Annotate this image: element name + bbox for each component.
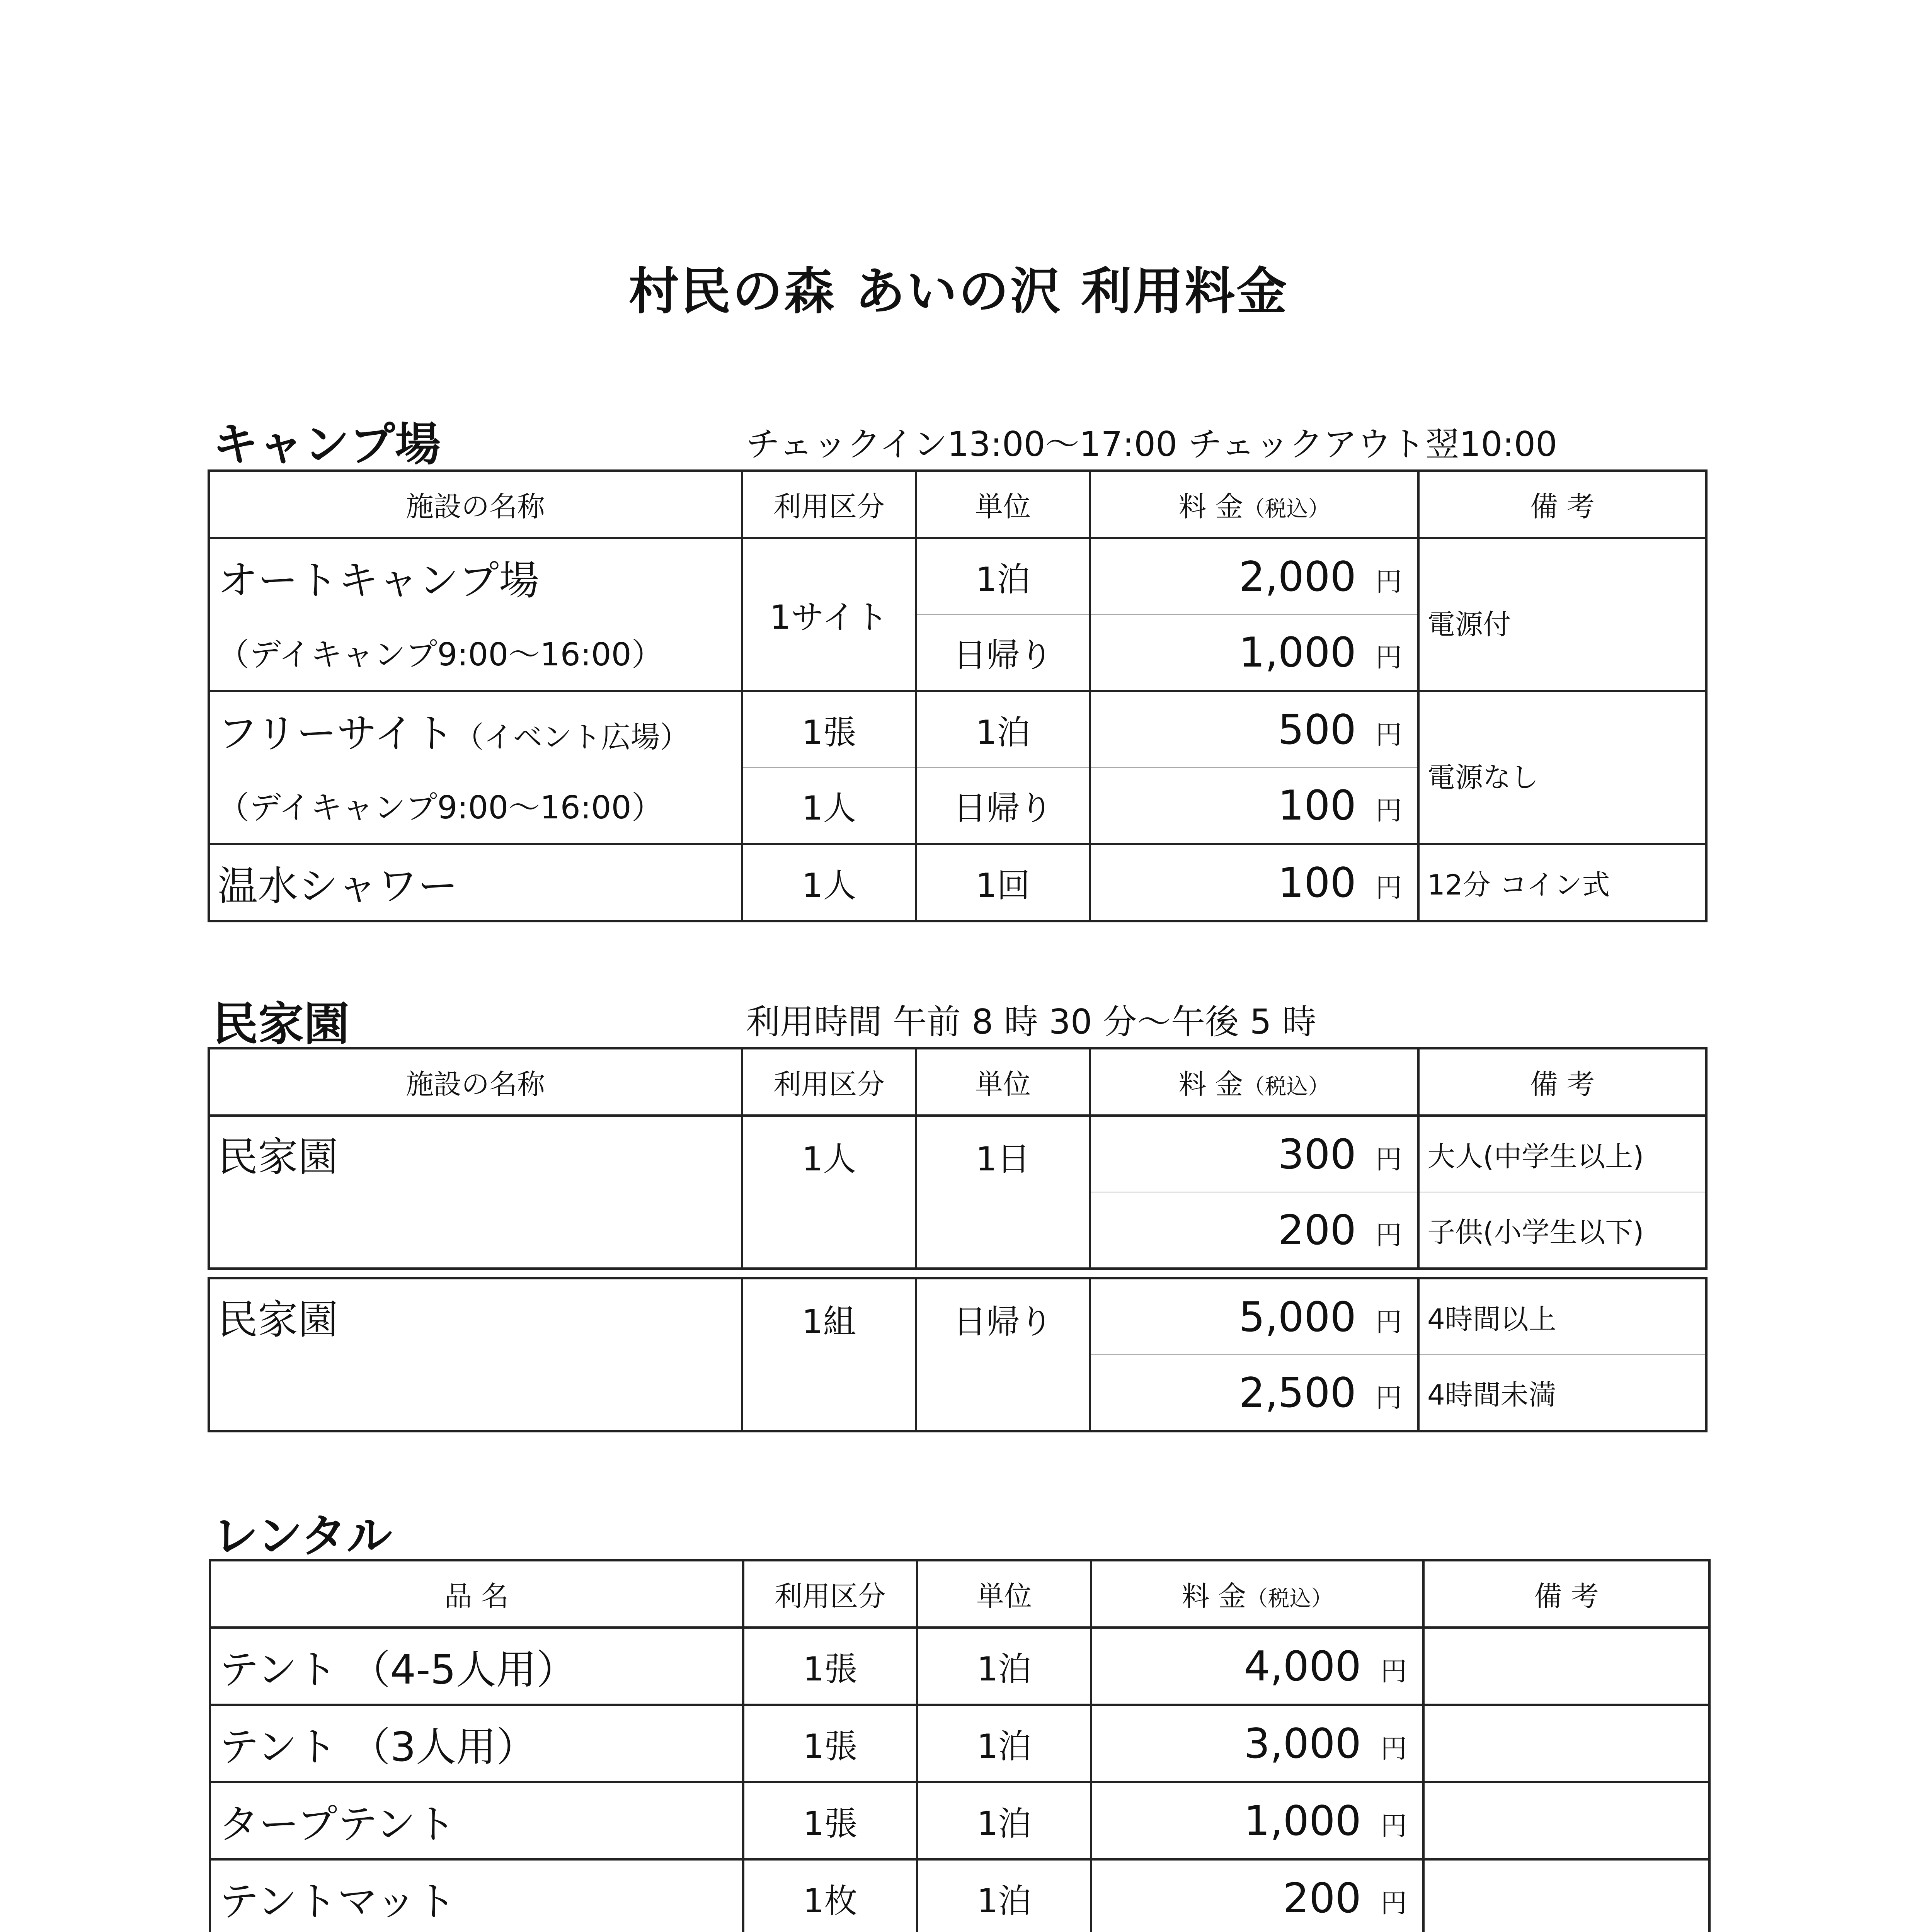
facility-name: オートキャンプ場: [209, 538, 742, 614]
unit-cell: 1泊: [917, 1782, 1091, 1859]
price-cell: [1090, 1278, 1418, 1355]
kubun-cell: 1張: [743, 1782, 917, 1859]
item-name: テントマット: [210, 1859, 743, 1932]
minka-section-title: 民家園: [213, 997, 350, 1051]
price-value: 2,000: [1239, 553, 1356, 600]
price-value: 1,000: [1244, 1797, 1361, 1845]
price-cell: [1090, 1355, 1418, 1431]
unit-cell: 1泊: [917, 1628, 1091, 1705]
remarks-cell: [1423, 1628, 1709, 1705]
table-header-row: [210, 1560, 1709, 1628]
price-value: 4,000: [1244, 1642, 1361, 1690]
facility-name: 温水シャワー: [209, 844, 742, 921]
yen-label: 円: [1375, 1307, 1402, 1338]
header-unit: 単位: [916, 471, 1090, 538]
remarks-cell: 4時間未満: [1418, 1355, 1706, 1431]
kubun-cell: 1人: [742, 1116, 916, 1269]
price-cell: [1091, 1705, 1423, 1782]
header-tax-label: （税込）: [1246, 1586, 1333, 1611]
price-cell: [1091, 1782, 1423, 1859]
yen-label: 円: [1375, 642, 1402, 673]
table-row: [209, 538, 1706, 614]
remarks-cell: 子供(小学生以下): [1418, 1192, 1706, 1269]
item-name: テント （3人用）: [210, 1705, 743, 1782]
table-row: [210, 1859, 1709, 1932]
facility-subnote: （デイキャンプ9:00～16:00）: [209, 767, 742, 844]
header-unit: 単位: [916, 1048, 1090, 1116]
page-title: 村民の森 あいの沢 利用料金: [628, 262, 1289, 321]
kubun-cell: 1人: [742, 767, 916, 844]
unit-cell: 1回: [916, 844, 1090, 921]
header-kubun: 利用区分: [742, 1048, 916, 1116]
table-row: [210, 1782, 1709, 1859]
price-cell: [1090, 691, 1418, 767]
price-cell: [1090, 767, 1418, 844]
price-value: 2,500: [1239, 1369, 1356, 1417]
kubun-cell: 1サイト: [742, 538, 916, 691]
table-row: [209, 1116, 1706, 1192]
remarks-cell: 12分 コイン式: [1418, 844, 1706, 921]
header-price: [1090, 471, 1418, 538]
kubun-cell: 1張: [743, 1705, 917, 1782]
camp-checkin-note: チェックイン13:00～17:00 チェックアウト翌10:00: [746, 424, 1558, 464]
facility-name-main: フリーサイト: [218, 709, 455, 757]
price-value: 200: [1283, 1874, 1361, 1922]
header-price: [1091, 1560, 1423, 1628]
kubun-cell: 1人: [742, 844, 916, 921]
kubun-cell: 1組: [742, 1278, 916, 1431]
item-name: タープテント: [210, 1782, 743, 1859]
header-price-label: 料 金: [1182, 1580, 1246, 1612]
facility-subnote: （デイキャンプ9:00～16:00）: [209, 614, 742, 691]
table-row: [210, 1705, 1709, 1782]
header-price: [1090, 1048, 1418, 1116]
unit-cell: 1日: [916, 1116, 1090, 1269]
price-cell: [1090, 538, 1418, 614]
rental-section-title: レンタル: [213, 1509, 392, 1563]
price-cell: [1090, 614, 1418, 691]
yen-label: 円: [1380, 1811, 1407, 1842]
unit-cell: 1泊: [917, 1859, 1091, 1932]
header-price-label: 料 金: [1178, 490, 1243, 523]
header-tax-label: （税込）: [1243, 1074, 1330, 1099]
facility-name-sub: （イベント広場）: [454, 719, 690, 754]
header-remarks: 備 考: [1418, 1048, 1706, 1116]
header-tax-label: （税込）: [1243, 497, 1330, 522]
unit-cell: 1泊: [916, 538, 1090, 614]
price-value: 5,000: [1239, 1293, 1356, 1341]
price-value: 300: [1278, 1130, 1356, 1178]
price-cell: [1090, 844, 1418, 921]
remarks-cell: 電源なし: [1418, 691, 1706, 844]
unit-cell: 1泊: [917, 1705, 1091, 1782]
price-cell: [1090, 1116, 1418, 1192]
kubun-cell: 1張: [742, 691, 916, 767]
header-remarks: 備 考: [1418, 471, 1706, 538]
price-cell: [1091, 1859, 1423, 1932]
yen-label: 円: [1380, 1733, 1407, 1764]
camp-fee-table: [208, 469, 1708, 922]
price-value: 500: [1278, 706, 1356, 753]
yen-label: 円: [1380, 1656, 1407, 1687]
yen-label: 円: [1375, 795, 1402, 826]
price-value: 3,000: [1244, 1719, 1361, 1767]
price-value: 100: [1278, 859, 1356, 906]
kubun-cell: 1張: [743, 1628, 917, 1705]
yen-label: 円: [1375, 1220, 1402, 1251]
facility-name: [209, 691, 742, 767]
facility-name: 民家園: [209, 1278, 742, 1431]
table-row: [209, 691, 1706, 767]
minka-group-fee-table: [208, 1277, 1708, 1432]
remarks-cell: [1423, 1705, 1709, 1782]
remarks-cell: 電源付: [1418, 538, 1706, 691]
header-unit: 単位: [917, 1560, 1091, 1628]
unit-cell: 日帰り: [916, 614, 1090, 691]
yen-label: 円: [1375, 872, 1402, 903]
header-kubun: 利用区分: [742, 471, 916, 538]
kubun-cell: 1枚: [743, 1859, 917, 1932]
price-cell: [1090, 1192, 1418, 1269]
table-row: [209, 1278, 1706, 1355]
header-item-name: 品 名: [210, 1560, 743, 1628]
item-name: テント （4-5人用）: [210, 1628, 743, 1705]
table-header-row: [209, 1048, 1706, 1116]
remarks-cell: [1423, 1859, 1709, 1932]
price-value: 200: [1278, 1206, 1356, 1254]
unit-cell: 日帰り: [916, 1278, 1090, 1431]
table-header-row: [209, 471, 1706, 538]
remarks-cell: [1423, 1782, 1709, 1859]
header-kubun: 利用区分: [743, 1560, 917, 1628]
header-facility: 施設の名称: [209, 1048, 742, 1116]
price-cell: [1091, 1628, 1423, 1705]
header-price-label: 料 金: [1178, 1068, 1243, 1100]
yen-label: 円: [1375, 1144, 1402, 1175]
rental-fee-table: [209, 1559, 1711, 1932]
table-row: [210, 1628, 1709, 1705]
yen-label: 円: [1375, 1383, 1402, 1413]
unit-cell: 1泊: [916, 691, 1090, 767]
yen-label: 円: [1380, 1888, 1407, 1919]
unit-cell: 日帰り: [916, 767, 1090, 844]
yen-label: 円: [1375, 566, 1402, 597]
minka-hours-note: 利用時間 午前 8 時 30 分～午後 5 時: [746, 1002, 1316, 1042]
camp-section-title: キャンプ場: [213, 418, 441, 471]
price-value: 100: [1278, 781, 1356, 829]
yen-label: 円: [1375, 719, 1402, 750]
table-row: [209, 844, 1706, 921]
minka-fee-table: [208, 1047, 1708, 1270]
header-facility: 施設の名称: [209, 471, 742, 538]
facility-name: 民家園: [209, 1116, 742, 1269]
header-remarks: 備 考: [1423, 1560, 1709, 1628]
remarks-cell: 大人(中学生以上): [1418, 1116, 1706, 1192]
price-value: 1,000: [1239, 628, 1356, 676]
remarks-cell: 4時間以上: [1418, 1278, 1706, 1355]
rental-rows: [210, 1628, 1709, 1932]
